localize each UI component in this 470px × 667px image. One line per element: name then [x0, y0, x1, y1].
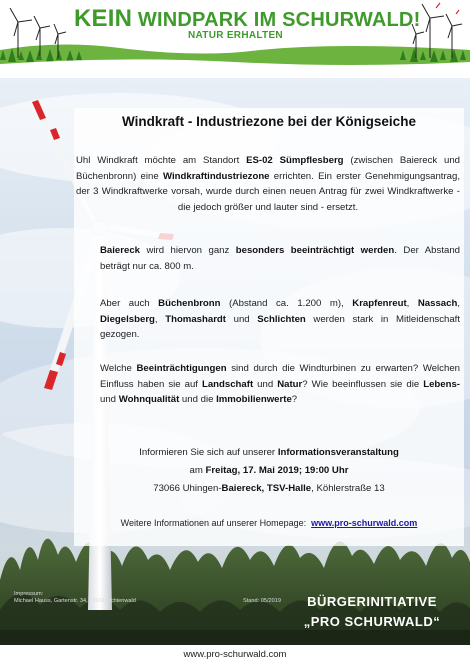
text-span: und [226, 313, 258, 325]
text-span: (zwischen Baiereck und Büchenbronn) eine [76, 155, 460, 182]
text-span: Aber auch [100, 298, 159, 309]
text-span: , Köhlerstraße 13 [311, 483, 385, 494]
page-heading [74, 114, 464, 129]
bold-span: besonders beeinträchtigt werden [235, 245, 395, 256]
bold-span: Nassach [417, 298, 458, 309]
bold-span: Landschaft [201, 378, 254, 390]
bold-span: Thomashardt [165, 313, 226, 325]
paragraph-baiereck [100, 243, 460, 274]
text-span: und die [179, 394, 217, 405]
bold-span: Baiereck [100, 245, 141, 256]
banner-subtitle: NATUR ERHALTEN [188, 30, 283, 41]
text-span: errichten. Ein erster Genehmigungsantrag, der 3 Windkraftwerke vorsah, wurde durch einen neuen Antrag für zwei Windkraftwerke - die jedoch größer und lauter sind - ersetzt. [76, 170, 460, 213]
text-span: Informieren Sie sich auf unserer [139, 447, 278, 458]
bold-span: Baiereck, TSV-Halle [221, 483, 312, 494]
text-span: , [154, 313, 166, 325]
header [0, 0, 470, 78]
bold-span: ES-02 Sümpflesberg [246, 155, 344, 166]
footer-url[interactable]: www.pro-schurwald.com [183, 649, 287, 660]
event-info [74, 444, 464, 498]
text-span: am [189, 465, 206, 476]
impressum-address: Michael Hauss, Gartenstr. 34, 73669 Lichtenwald [14, 598, 136, 604]
text-span: werden stark in Mitleidenschaft gezogen. [100, 313, 460, 340]
homepage-line [74, 518, 464, 528]
text-span: Uhl Windkraft möchte am Standort [76, 155, 247, 166]
paragraph-villages [100, 296, 460, 343]
content-panel [74, 108, 464, 546]
text-span: . Der Abstand beträgt nur ca. 800 m. [100, 245, 460, 272]
initiative-line-1: BÜRGERINITIATIVE [307, 594, 437, 609]
paragraph-intro [76, 153, 460, 215]
bold-span: Immobilienwerte [216, 394, 292, 405]
banner-title [74, 5, 421, 32]
bold-span: Schlichten [257, 313, 306, 325]
initiative-line-2: „PRO SCHURWALD“ [303, 614, 441, 629]
event-line-3 [74, 480, 464, 498]
bold-span: Freitag, 17. Mai 2019; 19:00 Uhr [205, 465, 349, 476]
bold-span: Büchenbronn [158, 298, 221, 309]
text-span: (Abstand ca. 1.200 m), [220, 298, 353, 309]
homepage-text: Weitere Informationen auf unserer Homepage: [120, 518, 307, 528]
text-span: 73066 Uhingen- [153, 483, 222, 494]
text-span: und [100, 394, 119, 405]
bold-span: Lebens- [423, 378, 460, 390]
text-span: ? Wie beeinflussen sie die [302, 378, 424, 390]
text-span: wird hiervon ganz [140, 245, 236, 256]
header-banner [68, 5, 421, 45]
footer [0, 645, 470, 667]
bold-span: Diegelsberg [100, 313, 155, 325]
heading-text: Windkraft - Industriezone bei der Königseiche [122, 114, 416, 129]
impressum [14, 591, 136, 605]
text-span: , [406, 298, 418, 309]
stand-date: Stand: 05/2019 [243, 598, 281, 604]
text-span: Welche [100, 363, 137, 374]
paragraph-questions [100, 361, 460, 408]
text-span: , [457, 298, 460, 309]
bold-span: Windkraftindustriezone [163, 170, 270, 182]
bold-span: Beeinträchtigungen [136, 363, 227, 374]
bold-span: Wohnqualität [118, 394, 180, 405]
event-line-2 [74, 462, 464, 480]
impressum-label: Impressum: [14, 591, 44, 597]
banner-title-rest: WINDPARK IM SCHURWALD! [137, 9, 421, 31]
text-span: sind durch die Windturbinen zu erwarten? Welchen Einfluss haben sie auf [100, 363, 460, 390]
bold-span: Natur [277, 378, 303, 390]
event-line-1 [74, 444, 464, 462]
banner-title-kein: KEIN [74, 5, 133, 32]
bold-span: Krapfenreut [352, 298, 407, 309]
text-span: ? [291, 394, 298, 405]
text-span: und [253, 378, 278, 390]
homepage-link[interactable]: www.pro-schurwald.com [311, 518, 418, 528]
initiative-name [282, 592, 462, 632]
bold-span: Informationsveranstaltung [277, 447, 399, 458]
